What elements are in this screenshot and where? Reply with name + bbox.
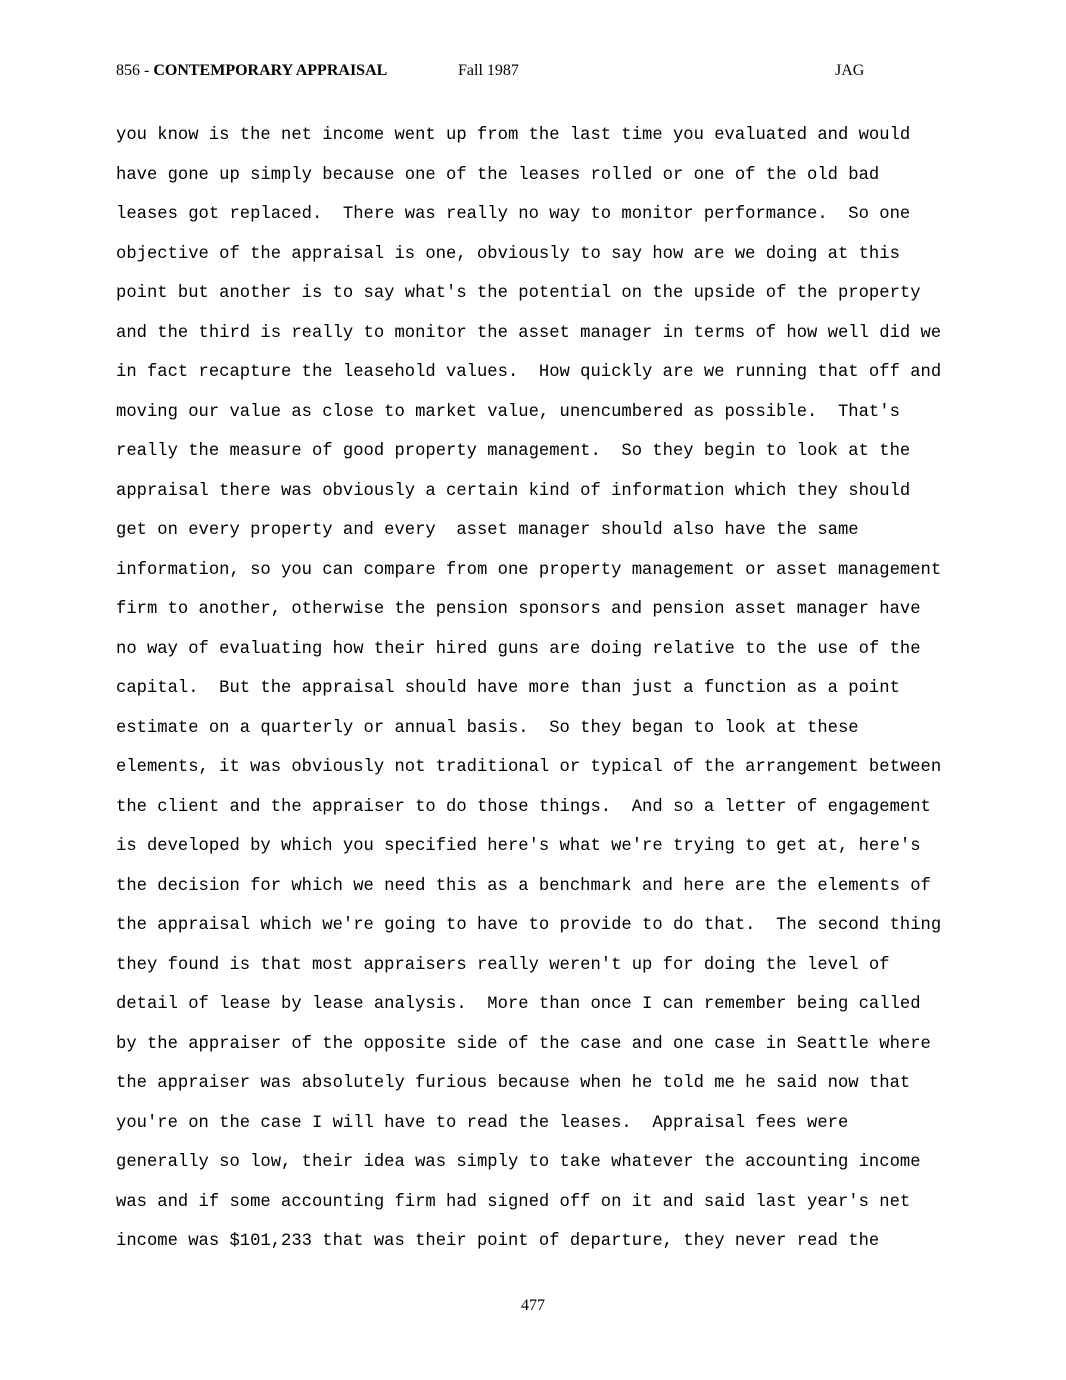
text-line: the appraisal which we're going to have to provide to do that. The second thing xyxy=(116,916,942,935)
text-line: the client and the appraiser to do those things. And so a letter of engagement xyxy=(116,797,931,817)
term-label: Fall 1987 xyxy=(458,62,519,79)
text-line: you're on the case I will have to read the leases. Appraisal fees were xyxy=(116,1113,849,1133)
text-line: no way of evaluating how their hired guns are doing relative to the use of the xyxy=(116,639,921,659)
text-line: they found is that most appraisers really weren't up for doing the level of xyxy=(116,955,890,975)
text-line: generally so low, their idea was simply to take whatever the accounting income xyxy=(116,1153,921,1172)
text-line: by the appraiser of the opposite side of the case and one case in Seattle where xyxy=(116,1034,931,1054)
text-line: the appraiser was absolutely furious because when he told me he said now that xyxy=(116,1074,911,1093)
text-line: really the measure of good property management. So they begin to look at the xyxy=(116,442,911,461)
text-line: income was $101,233 that was their point of departure, they never read the xyxy=(116,1232,880,1251)
text-line: point but another is to say what's the potential on the upside of the property xyxy=(116,284,921,303)
text-line: and the third is really to monitor the asset manager in terms of how well did we xyxy=(116,323,942,343)
text-line: capital. But the appraisal should have more than just a function as a point xyxy=(116,679,900,698)
text-line: was and if some accounting firm had signed off on it and said last year's net xyxy=(116,1192,911,1212)
text-line: estimate on a quarterly or annual basis. So they began to look at these xyxy=(116,718,859,738)
text-line: information, so you can compare from one property management or asset management xyxy=(116,560,942,580)
text-line: get on every property and every asset manager should also have the same xyxy=(116,521,859,540)
text-line: leases got replaced. There was really no way to monitor performance. So one xyxy=(116,205,911,224)
text-line: detail of lease by lease analysis. More than once I can remember being called xyxy=(116,995,921,1014)
page-header xyxy=(116,62,876,86)
text-line: elements, it was obviously not traditional or typical of the arrangement between xyxy=(116,758,942,777)
author-initials: JAG xyxy=(835,62,865,79)
transcript-body xyxy=(116,122,956,1268)
page-number: 477 xyxy=(521,1297,545,1314)
text-line: moving our value as close to market value, unencumbered as possible. That's xyxy=(116,402,900,422)
text-line: in fact recapture the leasehold values. How quickly are we running that off and xyxy=(116,363,942,382)
course-title: CONTEMPORARY APPRAISAL xyxy=(153,62,388,79)
text-line: objective of the appraisal is one, obviously to say how are we doing at this xyxy=(116,244,900,264)
text-line: you know is the net income went up from the last time you evaluated and would xyxy=(116,126,911,145)
text-line: is developed by which you specified here's what we're trying to get at, here's xyxy=(116,837,921,856)
text-line: firm to another, otherwise the pension sponsors and pension asset manager have xyxy=(116,600,921,619)
text-line: the decision for which we need this as a benchmark and here are the elements of xyxy=(116,876,931,896)
text-line: have gone up simply because one of the leases rolled or one of the old bad xyxy=(116,165,880,185)
course-number: 856 - xyxy=(116,62,154,79)
course-heading xyxy=(116,62,387,80)
text-line: appraisal there was obviously a certain kind of information which they should xyxy=(116,481,911,501)
